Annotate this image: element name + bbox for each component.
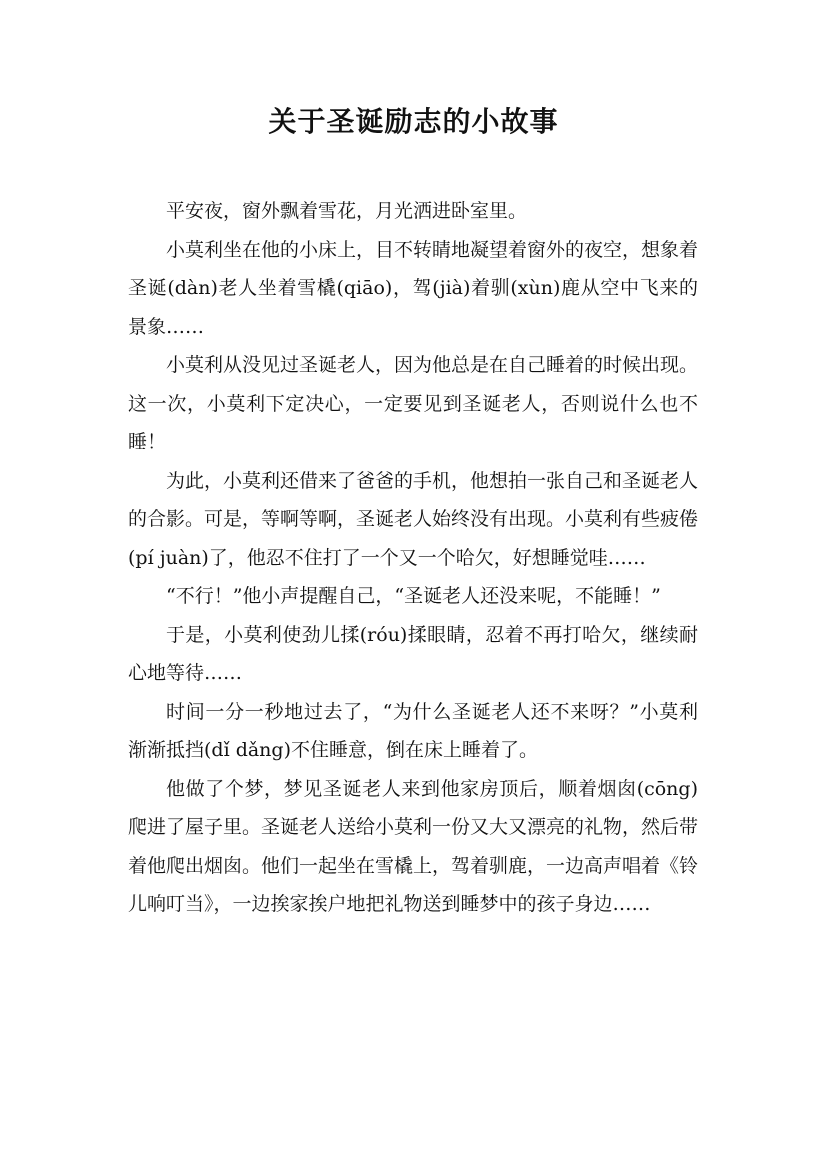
paragraph: 小莫利从没见过圣诞老人，因为他总是在自己睡着的时候出现。这一次，小莫利下定决心，一定要见到圣诞老人，否则说什么也不睡！ xyxy=(128,354,699,453)
paragraph: 他做了个梦，梦见圣诞老人来到他家房顶后，顺着烟囱(cōng)爬进了屋子里。圣诞老人送给小莫利一份又大又漂亮的礼物，然后带着他爬出烟囱。他们一起坐在雪橇上，驾着驯鹿，一边高声唱着《铃儿响叮当》，一边挨家挨户地把礼物送到睡梦中的孩子身边…… xyxy=(128,777,699,915)
paragraph: 于是，小莫利使劲儿揉(róu)揉眼睛，忍着不再打哈欠，继续耐心地等待…… xyxy=(128,623,698,684)
paragraph: “不行！”他小声提醒自己，“圣诞老人还没来呢，不能睡！” xyxy=(166,585,661,607)
paragraph: 为此，小莫利还借来了爸爸的手机，他想拍一张自己和圣诞老人的合影。可是，等啊等啊，圣诞老人始终没有出现。小莫利有些疲倦(pí juàn)了，他忍不住打了一个又一个哈欠，好想睡觉哇…… xyxy=(128,469,699,569)
paragraph: 平安夜，窗外飘着雪花，月光洒进卧室里。 xyxy=(166,200,528,222)
document-title: 关于圣诞励志的小故事 xyxy=(268,105,559,138)
document-body xyxy=(128,192,698,924)
paragraph: 小莫利坐在他的小床上，目不转睛地凝望着窗外的夜空，想象着圣诞(dàn)老人坐着雪橇(qiāo)，驾(jià)着驯(xùn)鹿从空中飞来的景象…… xyxy=(128,238,699,338)
paragraph: 时间一分一秒地过去了，“为什么圣诞老人还不来呀？”小莫利渐渐抵挡(dǐ dǎng)不住睡意，倒在床上睡着了。 xyxy=(128,700,698,761)
